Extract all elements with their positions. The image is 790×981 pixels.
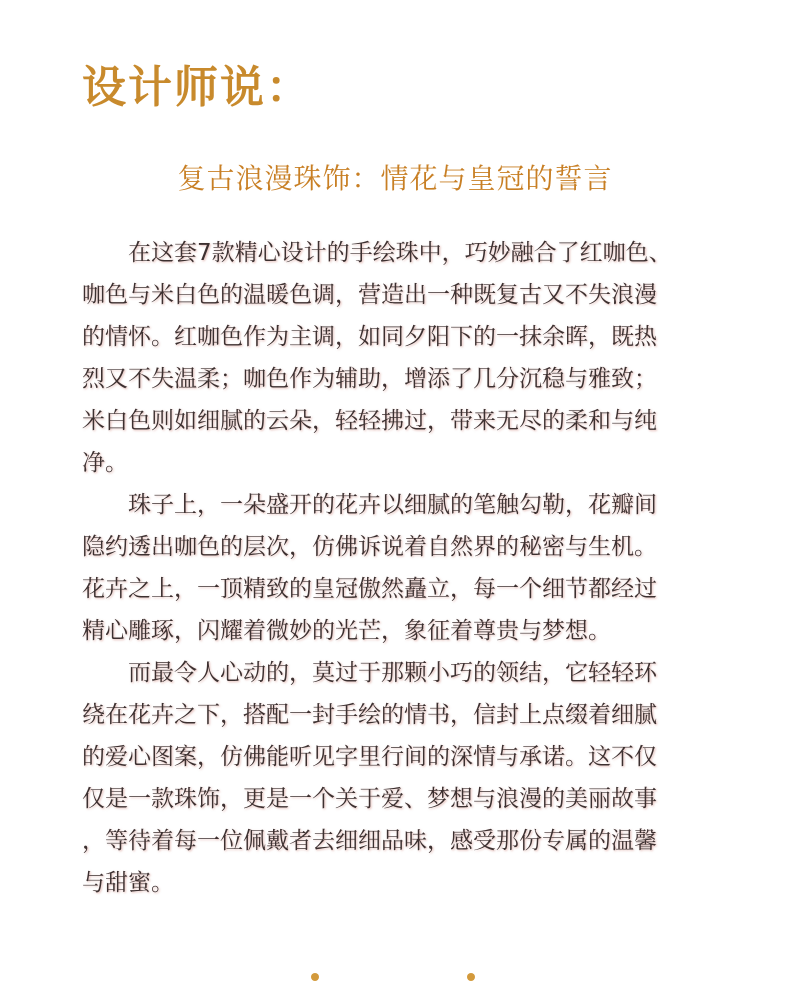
designer-says-heading: 设计师说： [82, 62, 312, 113]
paragraph-1-line-5: 米白色则如细腻的云朵，轻轻拂过，带来无尽的柔和与纯 [82, 408, 657, 434]
paragraph-3-line-4: 仅是一款珠饰，更是一个关于爱、梦想与浪漫的美丽故事 [82, 786, 657, 812]
paragraph-3-line-1: 而最令人心动的，莫过于那颗小巧的领结，它轻轻环 [128, 660, 657, 686]
paragraph-1-line-6: 净。 [82, 450, 128, 476]
paragraph-1-line-2: 咖色与米白色的温暖色调，营造出一种既复古又不失浪漫 [82, 282, 657, 308]
paragraph-1-line-4: 烈又不失温柔；咖色作为辅助，增添了几分沉稳与雅致； [82, 366, 657, 392]
paragraph-1-line-3: 的情怀。红咖色作为主调，如同夕阳下的一抹余晖，既热 [82, 324, 657, 350]
paragraph-2-line-3: 花卉之上，一顶精致的皇冠傲然矗立，每一个细节都经过 [82, 576, 657, 602]
collection-title: 复古浪漫珠饰：情花与皇冠的誓言 [177, 162, 613, 195]
paragraph-1-line-1: 在这套7款精心设计的手绘珠中，巧妙融合了红咖色、 [128, 240, 672, 266]
paragraph-3-line-3: 的爱心图案，仿佛能听见字里行间的深情与承诺。这不仅 [82, 744, 657, 770]
paragraph-2-line-4: 精心雕琢，闪耀着微妙的光芒，象征着尊贵与梦想。 [82, 618, 611, 644]
paragraph-3-line-6: 与甜蜜。 [82, 870, 174, 896]
paragraph-2-line-1: 珠子上，一朵盛开的花卉以细腻的笔触勾勒，花瓣间 [128, 492, 657, 518]
bottom-ornament-dot-left [311, 973, 319, 981]
paragraph-2-line-2: 隐约透出咖色的层次，仿佛诉说着自然界的秘密与生机。 [82, 534, 657, 560]
description-body [82, 232, 722, 904]
paragraph-3-line-5: ，等待着每一位佩戴者去细细品味，感受那份专属的温馨 [82, 828, 657, 854]
bottom-ornament-dot-right [467, 973, 475, 981]
paragraph-3-line-2: 绕在花卉之下，搭配一封手绘的情书，信封上点缀着细腻 [82, 702, 657, 728]
